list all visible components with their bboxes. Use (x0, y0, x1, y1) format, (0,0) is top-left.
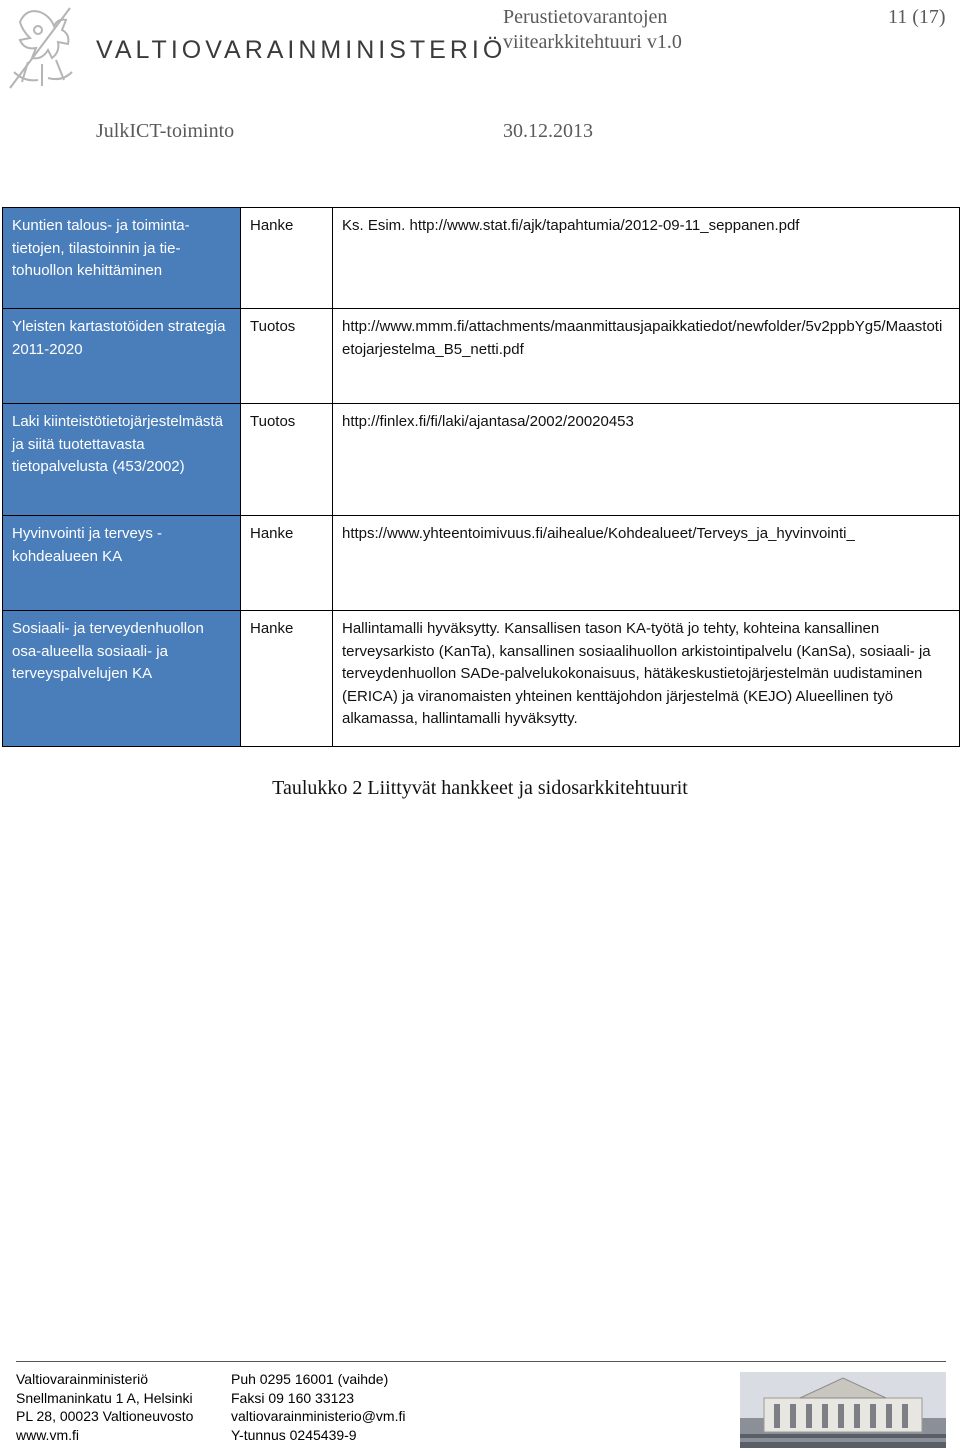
project-detail-cell (333, 611, 960, 747)
project-type-cell (241, 208, 333, 309)
footer-phone: Puh 0295 16001 (vaihde) (231, 1371, 389, 1387)
project-name-cell (3, 309, 241, 404)
document-title-line1: Perustietovarantojen (503, 6, 668, 28)
project-name: Hyvinvointi ja terveys - kohdealueen KA (12, 525, 163, 565)
project-name-cell (3, 611, 241, 747)
project-detail-cell (333, 208, 960, 309)
project-type: Hanke (250, 525, 294, 542)
project-type: Tuotos (250, 413, 296, 430)
project-name: Laki kiinteistötietojärjestelmästä ja siitä tuotettavasta tietopalvelusta (453/2002) (12, 413, 223, 475)
footer-website-link[interactable]: www.vm.fi (16, 1426, 79, 1443)
footer-org-name: Valtiovarainministeriö (16, 1371, 149, 1387)
project-name-cell (3, 208, 241, 309)
footer-street: Snellmaninkatu 1 A, Helsinki (16, 1389, 193, 1406)
page-number: 11 (17) (888, 6, 946, 28)
project-link[interactable]: http://www.mmm.fi/attachments/maanmittausjapaikkatiedot/newfolder/5v2ppbYg5/Maastotietojarjestelma_B5_netti.pdf (342, 318, 943, 358)
project-link[interactable]: http://finlex.fi/fi/laki/ajantasa/2002/20020453 (342, 413, 634, 430)
project-type: Hanke (250, 620, 294, 637)
footer-fax: Faksi 09 160 33123 (231, 1389, 354, 1406)
table-row (3, 611, 960, 747)
unit-name: JulkICT-toiminto (96, 120, 235, 142)
project-type-cell (241, 309, 333, 404)
project-type-cell (241, 516, 333, 611)
table-row (3, 404, 960, 516)
project-name: Yleisten kartastotöiden strategia 2011-2020 (12, 318, 226, 358)
table-caption: Taulukko 2 Liittyvät hankkeet ja sidosarkkitehtuurit (272, 777, 688, 799)
project-description: Hallintamalli hyväksytty. Kansallisen tason KA-työtä jo tehty, kohteina kansallinen terveysarkisto (KanTa), kansallinen sosiaalihuollon arkistointipalvelu (KanSa), sosiaali- ja terveydenhuollon SADe-palvelukokonaisuus, hätäkeskustietojärjestelmän uudistaminen (ERICA) ja viranomaisten yhteinen kenttäjohdon järjestelmä (KEJO) Alueellinen työ alkamassa, hallintamalli hyväksytty. (342, 620, 931, 727)
project-name-cell (3, 404, 241, 516)
table-row (3, 309, 960, 404)
project-detail-cell (333, 309, 960, 404)
document-title-line2: viitearkkitehtuuri v1.0 (503, 31, 682, 53)
ministry-wordmark: VALTIOVARAINMINISTERIÖ (96, 36, 507, 64)
footer-postbox: PL 28, 00023 Valtioneuvosto (16, 1408, 194, 1424)
project-type: Hanke (250, 217, 294, 234)
project-name: Kuntien talous- ja toimintatietojen, tilastoinnin ja tietohuollon kehittäminen (12, 217, 190, 279)
project-link[interactable]: https://www.yhteentoimivuus.fi/aihealue/Kohdealueet/Terveys_ja_hyvinvointi_ (342, 525, 855, 542)
coat-of-arms-lion-logo (8, 2, 78, 98)
government-building-image (740, 1372, 946, 1448)
project-type-cell (241, 404, 333, 516)
footer-divider (16, 1361, 946, 1362)
related-projects-table (2, 207, 960, 747)
table-row (3, 516, 960, 611)
footer-contact (231, 1370, 405, 1444)
project-type: Tuotos (250, 318, 296, 335)
project-detail-cell (333, 516, 960, 611)
project-name-cell (3, 516, 241, 611)
footer-email-link[interactable]: valtiovarainministerio@vm.fi (231, 1408, 406, 1424)
project-type-cell (241, 611, 333, 747)
footer-business-id: Y-tunnus 0245439-9 (231, 1426, 357, 1443)
project-detail-cell (333, 404, 960, 516)
footer-address (16, 1370, 193, 1444)
document-date: 30.12.2013 (503, 120, 593, 142)
table-row (3, 208, 960, 309)
project-link[interactable]: Ks. Esim. http://www.stat.fi/ajk/tapahtumia/2012-09-11_seppanen.pdf (342, 217, 800, 234)
project-name: Sosiaali- ja terveydenhuollon osa-alueella sosiaali- ja terveyspalvelujen KA (12, 620, 204, 682)
